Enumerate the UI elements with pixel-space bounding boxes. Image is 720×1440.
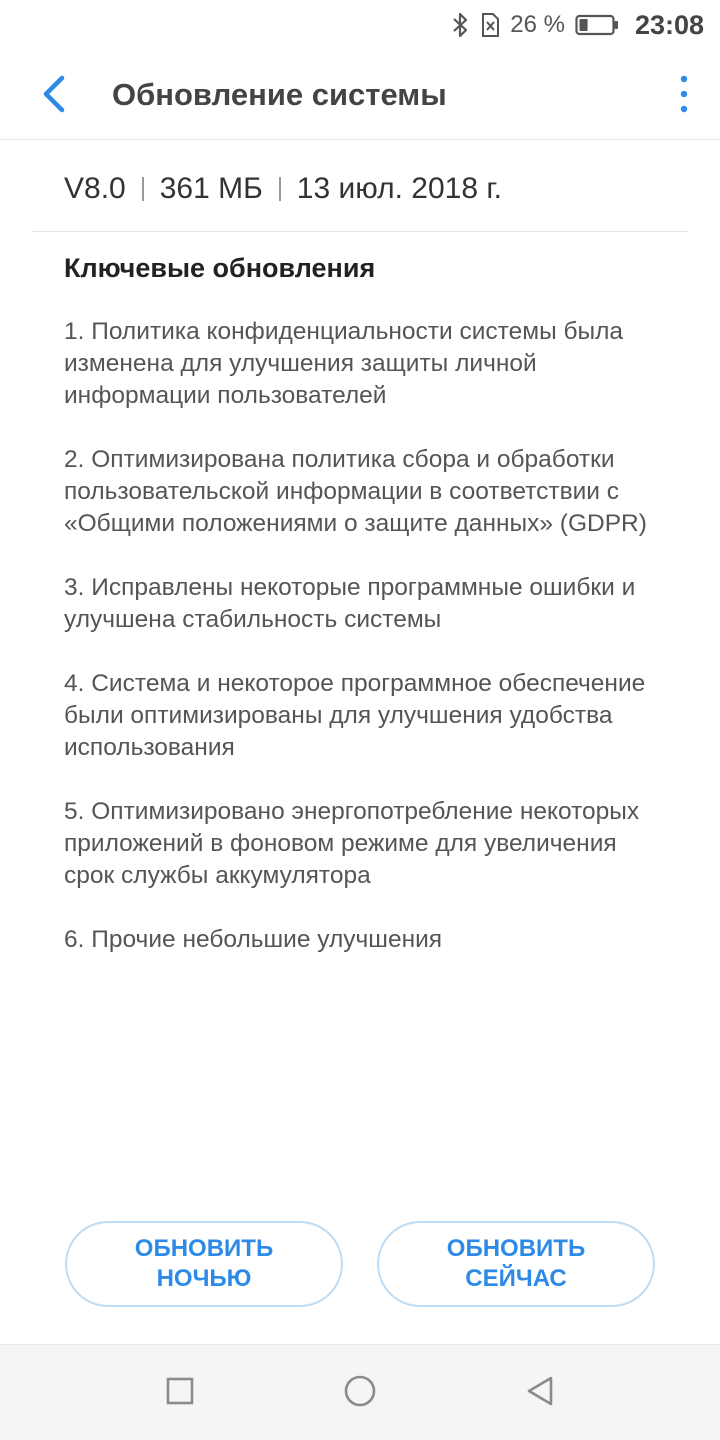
home-circle-icon [343, 1374, 377, 1413]
battery-percent: 26 % [510, 11, 565, 38]
version-number: V8.0 [64, 172, 126, 205]
separator [142, 177, 144, 201]
app-bar [0, 50, 720, 140]
note-item: 1. Политика конфиденциальности системы была изменена для улучшения защиты личной информации пользователей [64, 318, 624, 409]
note-item: 5. Оптимизировано энергопотребление некоторых приложений в фоновом режиме для увеличения срок службы аккумулятора [64, 798, 640, 889]
navigation-bar [0, 1344, 720, 1440]
recents-button[interactable] [160, 1373, 200, 1413]
release-date: 13 июл. 2018 г. [296, 172, 502, 205]
page-title: Обновление системы [112, 77, 447, 112]
back-arrow-icon [40, 74, 68, 119]
separator [279, 177, 281, 201]
system-back-button[interactable] [520, 1373, 560, 1413]
update-info [64, 172, 502, 206]
note-item: 3. Исправлены некоторые программные ошибки и улучшена стабильность системы [64, 574, 636, 633]
divider [32, 231, 688, 232]
bluetooth-icon [452, 12, 470, 38]
no-sim-icon [480, 12, 500, 38]
notes-heading: Ключевые обновления [64, 253, 376, 283]
update-at-night-button[interactable]: ОБНОВИТЬ НОЧЬЮ [65, 1221, 343, 1307]
back-button[interactable] [30, 72, 78, 120]
status-bar [0, 0, 720, 50]
clock: 23:08 [634, 9, 704, 40]
update-size: 361 МБ [159, 172, 263, 205]
home-button[interactable] [340, 1373, 380, 1413]
update-now-button[interactable]: ОБНОВИТЬ СЕЙЧАС [377, 1221, 655, 1307]
more-vertical-icon [680, 74, 688, 119]
release-notes [64, 250, 664, 988]
note-item: 2. Оптимизирована политика сбора и обработки пользовательской информации в соответствии с «Общими положениями о защите данных» (GDPR) [64, 446, 647, 537]
recents-square-icon [166, 1377, 194, 1410]
more-options-button[interactable] [668, 72, 700, 120]
note-item: 6. Прочие небольшие улучшения [64, 926, 443, 953]
battery-icon [575, 13, 619, 37]
back-triangle-icon [525, 1375, 555, 1412]
note-item: 4. Система и некоторое программное обеспечение были оптимизированы для улучшения удобства использования [64, 670, 646, 761]
